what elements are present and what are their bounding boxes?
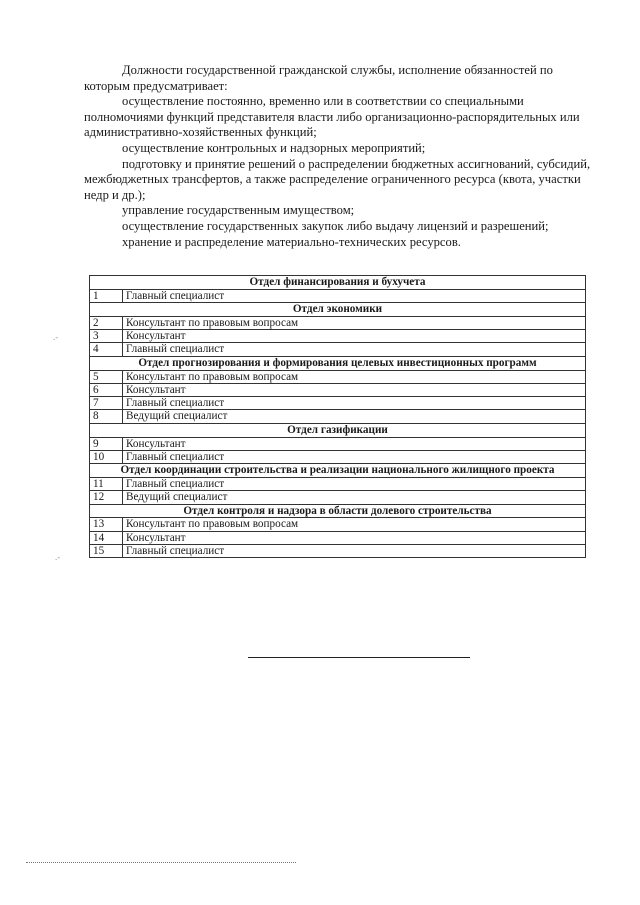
table-row xyxy=(90,330,586,343)
row-number: 4 xyxy=(90,343,123,356)
department-header-row xyxy=(90,504,586,518)
position-title: Главный специалист xyxy=(123,289,586,302)
intro-heading: Должности государственной гражданской службы, исполнение обязанностей по которым предусматривает: xyxy=(84,63,553,93)
position-title: Главный специалист xyxy=(123,477,586,490)
duty-item: осуществление государственных закупок либо выдачу лицензий и разрешений; xyxy=(122,218,549,233)
scan-mark: .- xyxy=(55,552,61,562)
row-number: 11 xyxy=(90,477,123,490)
department-header-row xyxy=(90,464,586,478)
duty-item: осуществление постоянно, временно или в соответствии со специальными полномочиями функций представителя власти либо организационно-распорядительных или административно-хозяйственных функций; xyxy=(84,94,580,140)
row-number: 1 xyxy=(90,289,123,302)
row-number: 6 xyxy=(90,383,123,396)
position-title: Консультант xyxy=(123,437,586,450)
department-name: Отдел прогнозирования и формирования целевых инвестиционных программ xyxy=(90,356,586,370)
duty-item: управление государственным имуществом; xyxy=(122,203,355,218)
row-number: 9 xyxy=(90,437,123,450)
signature-line xyxy=(248,657,470,658)
position-title: Главный специалист xyxy=(123,397,586,410)
row-number: 7 xyxy=(90,397,123,410)
footer-line xyxy=(26,862,296,863)
table-row xyxy=(90,544,586,557)
position-title: Консультант по правовым вопросам xyxy=(123,518,586,531)
row-number: 14 xyxy=(90,531,123,544)
position-title: Консультант xyxy=(123,383,586,396)
position-title: Главный специалист xyxy=(123,544,586,557)
department-header-row xyxy=(90,423,586,437)
department-header-row xyxy=(90,356,586,370)
table-row xyxy=(90,450,586,463)
table-row xyxy=(90,531,586,544)
department-header-row xyxy=(90,303,586,317)
duty-item: подготовку и принятие решений о распределении бюджетных ассигнований, субсидий, межбюджетных трансфертов, а также распределение ограниченного ресурса (квота, участки недр и др.); xyxy=(84,156,591,202)
position-title: Консультант xyxy=(123,531,586,544)
row-number: 2 xyxy=(90,316,123,329)
table-row xyxy=(90,491,586,504)
scan-mark: .- xyxy=(53,332,59,342)
row-number: 5 xyxy=(90,370,123,383)
row-number: 3 xyxy=(90,330,123,343)
table-row xyxy=(90,316,586,329)
table-row xyxy=(90,383,586,396)
department-header-row xyxy=(90,276,586,290)
table-row xyxy=(90,437,586,450)
department-name: Отдел финансирования и бухучета xyxy=(90,276,586,290)
table-row xyxy=(90,410,586,423)
intro-text xyxy=(84,63,594,250)
position-title: Консультант по правовым вопросам xyxy=(123,370,586,383)
row-number: 12 xyxy=(90,491,123,504)
table-row xyxy=(90,289,586,302)
department-name: Отдел контроля и надзора в области долевого строительства xyxy=(90,504,586,518)
department-name: Отдел газификации xyxy=(90,423,586,437)
table-row xyxy=(90,343,586,356)
position-title: Консультант по правовым вопросам xyxy=(123,316,586,329)
row-number: 15 xyxy=(90,544,123,557)
table-row xyxy=(90,518,586,531)
position-title: Консультант xyxy=(123,330,586,343)
table-row xyxy=(90,477,586,490)
row-number: 10 xyxy=(90,450,123,463)
position-title: Главный специалист xyxy=(123,343,586,356)
duty-item: хранение и распределение материально-технических ресурсов. xyxy=(122,234,461,249)
table-row xyxy=(90,370,586,383)
position-title: Главный специалист xyxy=(123,450,586,463)
department-name: Отдел экономики xyxy=(90,303,586,317)
position-title: Ведущий специалист xyxy=(123,491,586,504)
row-number: 13 xyxy=(90,518,123,531)
positions-table xyxy=(89,275,586,558)
row-number: 8 xyxy=(90,410,123,423)
table-row xyxy=(90,397,586,410)
department-name: Отдел координации строительства и реализации национального жилищного проекта xyxy=(90,464,586,478)
position-title: Ведущий специалист xyxy=(123,410,586,423)
duty-item: осуществление контрольных и надзорных мероприятий; xyxy=(122,140,426,155)
